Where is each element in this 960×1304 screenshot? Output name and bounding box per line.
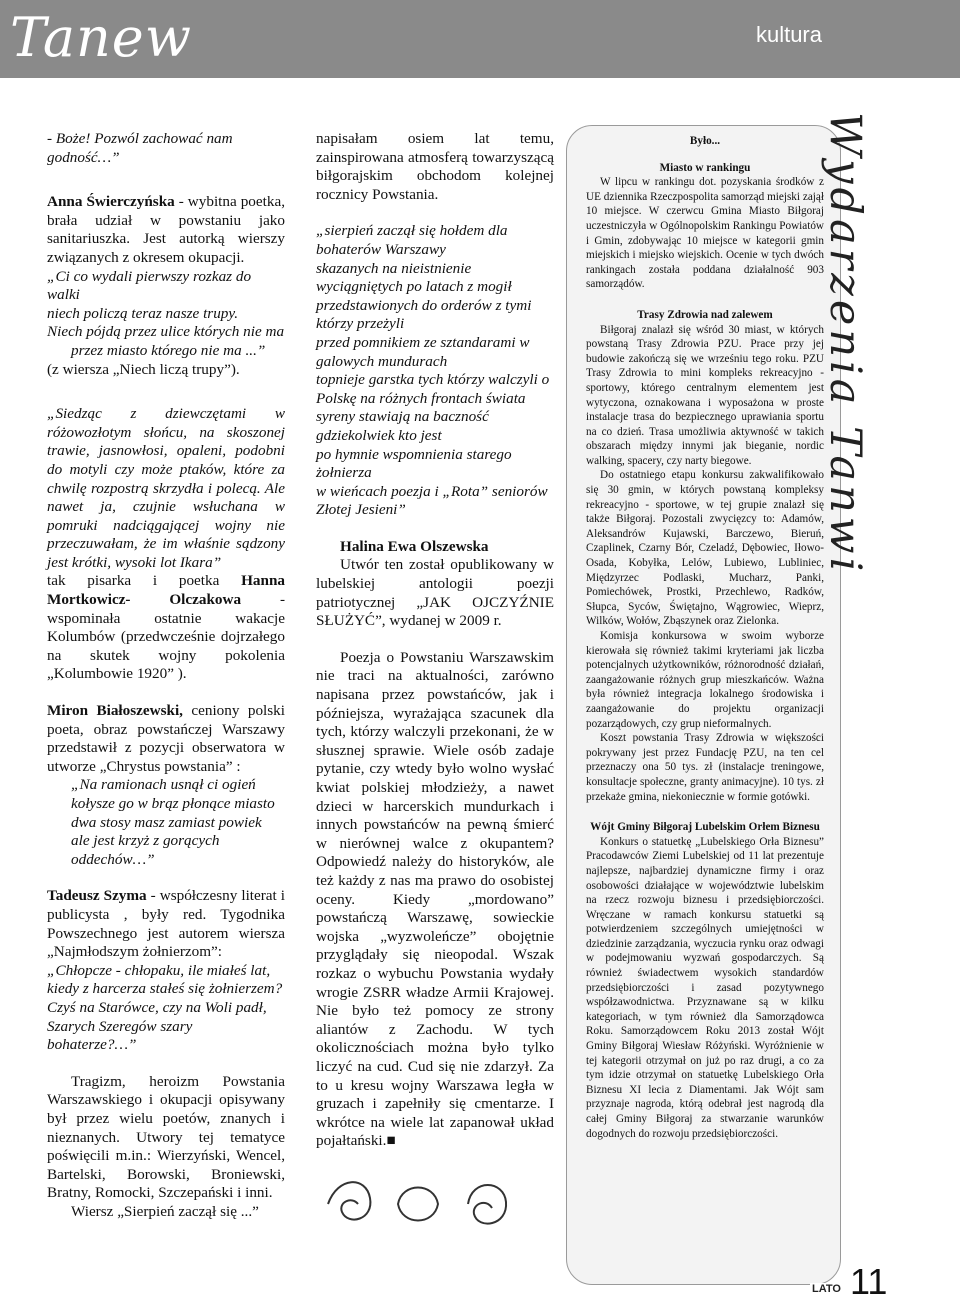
quotation: „Siedząc z dziewczętami w różowozłotym słońcu, na skoszonej trawie, jasnowłosi, opaleni, podobni do motyli czy może ptaków, które za chwilę rozpostrą skrzydła i polecą. Ale nawet ja, czujnie wsłuchana w pomruki nadciągającej wojny nie przeczuwałam, że im właśnie sądzony jest krótki, wysoki lot Ikara” [47, 405, 285, 571]
sidebar-heading: Było... [689, 135, 721, 147]
verse-line: „Chłopcze - chłopaku, ile miałeś lat, [47, 961, 271, 979]
verse-line: Niech pójdą przez ulice których nie ma [47, 323, 285, 341]
magazine-logo: Tanew [10, 6, 192, 69]
verse-line: dwa stosy masz zamiast powiek [71, 813, 262, 831]
person-name: Miron Białoszewski, [47, 702, 183, 720]
verse-line: Szarych Szeregów szary bohaterze?…” [47, 1017, 193, 1054]
end-mark-icon: ■ [386, 1132, 396, 1150]
verse-line: topnieje garstka tych którzy walczyli o Polskę na różnych frontach świata [316, 371, 550, 407]
issue-label: LATO [810, 1283, 845, 1295]
news-text: W lipcu w rankingu dot. pozyskania środków z UE dziennika Rzeczpospolita samorząd miejski zajął 10 miejsce. W czerwcu Gmina Miasto Biłgoraj uczestniczyła w Ogólnopolskim Rankingu Powiatów i Gmin, zdobywając 10 miejsce w kategorii gmin miejskich i miejsko wiejskich. Ocenie w tych dwóch rankingach została poddana działalność 903 samorządów. [586, 176, 824, 291]
verse-line: Czyś na Starówce, czy na Woli padł, [47, 998, 267, 1016]
decorative-ornament-icon [318, 1168, 518, 1240]
verse-line: przedstawionych do orderów z tymi którzy przeżyli [316, 296, 532, 333]
news-text: Komisja konkursowa w swoim wyborze kierowała się również takimi kryteriami jak liczba potencjalnych użytkowników, różnorodność działań, zaangażowanie różnych grup mieszkańców. Ważna była również integracja lokalnego środowiska i zaangażowanie do projektu organizacji pozarządowych, czy grup nieformalnych. [586, 630, 824, 730]
verse-line: „sierpień zaczął się hołdem dla bohaterów Warszawy [316, 222, 508, 258]
news-heading: Trasy Zdrowia nad zalewem [637, 308, 773, 321]
author-name: Halina Ewa Olszewska [340, 537, 489, 555]
paragraph: Tragizm, heroizm Powstania Warszawskiego i okupacji opisywany był przez wielu poetów, znanych i nieznanych. Utwory tej tematyce poświęcili m.in.: Wierzyński, Wencel, Bartelski, Borowski, Broniewski, Bratny, Romocki, Szczepański i inni. [47, 1072, 285, 1202]
news-sidebar-content [586, 134, 824, 1141]
paragraph-text: - wybitna poetka, brała udział w powstaniu jako sanitariuszka. Jest autorką wierszy związanych z okresem okupacji. [47, 193, 285, 266]
paragraph-text: ceniony polski poeta, obraz powstańczej Warszawy przedstawił z pozycji obserwatora w utworze „Chrystus powstania” : [47, 702, 285, 775]
paragraph [316, 649, 554, 1151]
verse-line: w wieńcach poezja i „Rota” seniorów Złotej Jesieni” [316, 482, 548, 519]
paragraph: napisałam osiem lat temu, zainspirowana atmosferą towarzyszącą biłgorajskim obchodom kolejnej rocznicy Powstania. [316, 130, 554, 203]
verse-line: kiedy z harcerza stałeś się żołnierzem? [47, 980, 283, 998]
verse-line: skazanych na nieistnienie wyciągniętych po latach z mogił [316, 259, 512, 296]
verse-line: przez miasto którego nie ma ...” [71, 341, 266, 359]
paragraph [47, 887, 285, 961]
verse-line: „Na ramionach usnął ci ogień [71, 776, 256, 794]
paragraph: Wiersz „Sierpień zaczął się ...” [71, 1202, 259, 1220]
verse-source: (z wiersza „Niech liczą trupy”). [47, 360, 240, 378]
verse-line: niech policzą teraz nasze trupy. [47, 304, 239, 322]
article-column-2 [316, 130, 554, 1151]
article-column-1 [47, 130, 285, 1221]
paragraph [47, 193, 285, 267]
paragraph-text: Poezja o Powstaniu Warszawskim nie traci na aktualności, zarówno napisana przez powstańców, jak i późniejsza, wyrażająca szacunek dla tych, którzy walczyli przekonani, że w słusznej sprawie. Wiele osób zadaje pytanie, czy wtedy było wolno wysłać kwiat polskiej młodzieży, a nawet dzieci w harcerskich mundurkach i innych powstańców na pewną śmierć w nierównej walce z okupantem? Odpowiedź należy do historyków, ale też każdy z nas ma prawo do osobistej oceny. Kiedy „mordowano” powstańczą Warszawę, sowieckie wojska „wyzwoleńcze” obojętnie przyglądały się nieopodal. Wszak rozkaz o wybuchu Powstania wydały wrogie ZSRR władze Armii Krajowej. Nie było też pomocy ze strony aliantów z Zachodu. W tych okolicznościach można było tylko liczyć na cud. Cud się nie zdarzył. Za to u kresu wojny Warszawa legła w gruzach i zapełniły się cmentarze. I wkrótce na wiele lat zapanował układ pojałtański. [316, 648, 554, 1150]
news-text: Koszt powstania Trasy Zdrowia w większości pokrywany jest przez Fundację PZU, na ten cel przeznaczy ona 50 tys. zł (instalacje treningowe, konsultacje społeczne, granty animacyjne). 10 tys. zł przekaże gmina, niekoniecznie w formie gotówki. [586, 732, 824, 803]
news-text: Biłgoraj znalazł się wśród 30 miast, w których powstaną Trasy Zdrowia PZU. Prace przy jej budowie zakończą się we wrześniu tego roku. PZU Trasy Zdrowia to mini kompleks rekreacyjno - sportowy, którego centralnym elementem jest wytyczona, oznakowana i wyposażona w proste instalacje trasa do bezpiecznego uprawiania sportu na co dzień. Trasa umożliwia aktywność w takich obszarach między innymi jak bieganie, nordic walking, spacery, czy narty biegowe. [586, 323, 824, 467]
news-text: Do ostatniego etapu konkursu zakwalifikowało się 30 gmin, w których powstaną kompleksy rekreacyjno - sportowe, w tej grupie znalazł się także Biłgoraj. Pozostali zwycięzcy to: Adamów, Aleksandrów Kujawski, Barczewo, Bieruń, Czaplinek, Czarny Bór, Czeladź, Dębowiec, Iłowo-Osada, Kobyłka, Lelów, Lubiewo, Lubliniec, Międzyrzec Podlaski, Mucharz, Panki, Pomiechówek, Prostki, Przechlewo, Radków, Słupca, Syców, Świętajno, Wągrowiec, Wieprz, Wilków, Wołów, Zbąszynek oraz Zielonka. [586, 469, 824, 628]
paragraph-text: tak pisarka i poetka [47, 572, 242, 590]
verse-line: kołysze go w brąz płonące miasto [71, 795, 275, 812]
verse-line: - Boże! Pozwól zachować nam godność…” [47, 130, 233, 166]
news-text: Konkurs o statuetkę „Lubelskiego Orła Biznesu” Pracodawców Ziemi Lubelskiej od 11 lat prezentuje najlepsze, najbardziej dynamiczne firmy i oraz osobowości działające w województwie lubelskim na rzecz rozwoju biznesu i przedsiębiorczości. Wręczane w ramach konkursu statuetki są potwierdzeniem szczególnych umiejętności w dziedzinie zarządzania, wyczucia rynku oraz odwagi w podejmowaniu wyzwań gospodarczych. Są również świadectwem wysokich standardów przedsiębiorczości i zasad pozytywnego współzawodnictwa. Przyznawane są w kilku kategoriach, w tym również dla Samorządowca Roku. Samorządowcem Roku 2013 został Wójt Gminy Biłgoraj Wiesław Różyński. Wyróżnienie w tej kategorii otrzymał on już po raz drugi, a co za tym idzie otrzymał on statuetkę Lubelskiego Orła Biznesu XI lecia z Diamentami. Jak Wójt sam przyznaje nagroda, którą odebrał jest nagrodą dla całej Gminy Biłgoraj za stwarzanie warunków dogodnych do rozwoju przedsiębiorczości. [586, 835, 824, 1140]
verse-line: „Ci co wydali pierwszy rozkaz do walki [47, 267, 252, 304]
person-name: Anna Świerczyńska [47, 193, 175, 211]
verse-line: przed pomnikiem ze sztandarami w galowych mundurach [316, 333, 530, 370]
section-label: kultura [755, 22, 822, 47]
verse-line: ale jest krzyż z gorących oddechów…” [71, 832, 220, 868]
verse-line: syreny stawiają na baczność gdziekolwiek kto jest [316, 408, 489, 444]
news-heading: Miasto w rankingu [659, 161, 751, 174]
paragraph [47, 572, 285, 684]
paragraph: Utwór ten został opublikowany w lubelskiej antologii poezji patriotycznej „JAK OJCZYŹNIE SŁUŻYĆ”, wydanej w 2009 r. [316, 556, 554, 630]
person-name: Tadeusz Szyma [47, 887, 147, 905]
verse-line: po hymnie wspomnienia starego żołnierza [316, 445, 512, 482]
person-name: Hanna Mortkowicz- Olczakowa [47, 572, 285, 609]
page-number: 11 [850, 1261, 888, 1302]
header-bar [0, 0, 960, 78]
paragraph [47, 702, 285, 776]
paragraph-text: - współczesny literat i publicysta , były red. Tygodnika Powszechnego jest autorem wiersza „Najmłodszym żołnierzom”: [47, 887, 285, 961]
news-heading: Wójt Gminy Biłgoraj Lubelskim Orłem Biznesu [590, 821, 820, 834]
vertical-section-title: Wydarzenia Tanwi [820, 112, 870, 576]
paragraph-text: - wspominała ostatnie wakacje Kolumbów (przedwcześnie dojrzałego na skutek wojny pokolenia „Kolumbowie 1920” ). [47, 591, 285, 683]
